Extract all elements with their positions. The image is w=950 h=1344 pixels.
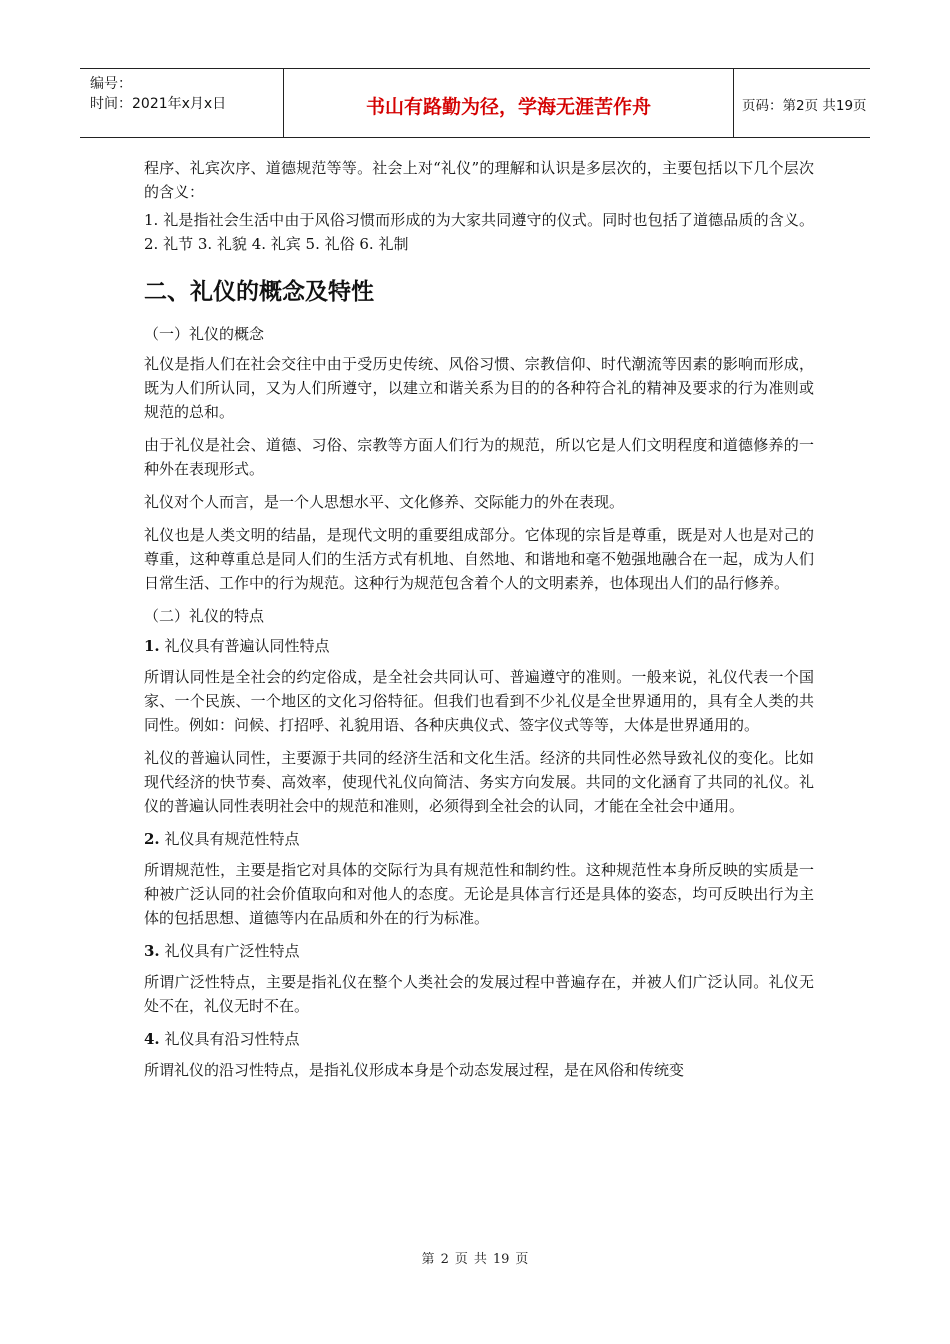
page-footer <box>0 1248 950 1267</box>
header-info-cell <box>80 69 283 137</box>
feature-number: 4. <box>144 1030 160 1048</box>
header-page-cell <box>732 69 870 137</box>
feature-heading <box>144 827 814 851</box>
paragraph: 礼仪也是人类文明的结晶，是现代文明的重要组成部分。它体现的宗旨是尊重，既是对人也是对己的尊重，这种尊重总是同人们的生活方式有机地、自然地、和谐地和毫不勉强地融合在一起，成为人们日常生活、工作中的行为规范。这种行为规范包含着个人的文明素养，也体现出人们的品行修养。 <box>144 526 814 592</box>
subsection-title: （一）礼仪的概念 <box>144 325 265 343</box>
subsection-title: （二）礼仪的特点 <box>144 607 265 625</box>
footer-ye: 页 <box>454 1252 468 1267</box>
paragraph: 礼仪的普遍认同性，主要源于共同的经济生活和文化生活。经济的共同性必然导致礼仪的变化。比如现代经济的快节奏、高效率，使现代礼仪向简洁、务实方向发展。共同的文化涵育了共同的礼仪。礼仪的普遍认同性表明社会中的规范和准则，必须得到全社会的认同，才能在全社会中通用。 <box>144 749 814 815</box>
section-heading: 二、礼仪的概念及特性 <box>144 279 374 305</box>
feature-heading <box>144 634 814 658</box>
header-motto-cell <box>283 69 734 137</box>
header-page-label: 页码：第2页 共19页 <box>742 98 867 114</box>
header-number-label: 编号： <box>90 76 132 92</box>
feature-number: 1. <box>144 637 160 655</box>
paragraph: 所谓规范性，主要是指它对具体的交际行为具有规范性和制约性。这种规范性本身所反映的实质是一种被广泛认同的社会价值取向和对他人的态度。无论是具体言行还是具体的姿态，均可反映出行为主体的包括思想、道德等内在品质和外在的行为标准。 <box>144 861 814 927</box>
footer-total-pages: 19 <box>492 1252 510 1267</box>
footer-page-number: 2 <box>440 1252 449 1267</box>
feature-number: 3. <box>144 942 160 960</box>
feature-number: 2. <box>144 830 160 848</box>
footer-gong: 共 <box>473 1252 487 1267</box>
feature-title: 礼仪具有广泛性特点 <box>159 942 300 960</box>
paragraph: 所谓广泛性特点，主要是指礼仪在整个人类社会的发展过程中普遍存在，并被人们广泛认同。礼仪无处不在，礼仪无时不在。 <box>144 973 814 1015</box>
feature-title: 礼仪具有普遍认同性特点 <box>159 637 330 655</box>
paragraph: 礼仪对个人而言，是一个人思想水平、文化修养、交际能力的外在表现。 <box>144 493 625 511</box>
feature-heading <box>144 1027 814 1051</box>
header-time-label: 时间：2021年x月x日 <box>90 96 227 112</box>
intro-list-paragraph: 1. 礼是指社会生活中由于风俗习惯而形成的为大家共同遵守的仪式。同时也包括了道德品质的含义。2. 礼节 3. 礼貌 4. 礼宾 5. 礼俗 6. 礼制 <box>144 211 814 253</box>
footer-di: 第 <box>421 1252 435 1267</box>
paragraph: 所谓礼仪的沿习性特点，是指礼仪形成本身是个动态发展过程，是在风俗和传统变 <box>144 1061 685 1079</box>
paragraph: 礼仪是指人们在社会交往中由于受历史传统、风俗习惯、宗教信仰、时代潮流等因素的影响而形成，既为人们所认同，又为人们所遵守，以建立和谐关系为目的的各种符合礼的精神及要求的行为准则或规范的总和。 <box>144 355 814 421</box>
page-header <box>80 68 870 138</box>
document-body <box>144 156 814 1091</box>
feature-title: 礼仪具有规范性特点 <box>159 830 300 848</box>
feature-title: 礼仪具有沿习性特点 <box>159 1030 300 1048</box>
intro-paragraph: 程序、礼宾次序、道德规范等等。社会上对“礼仪”的理解和认识是多层次的，主要包括以下几个层次的含义： <box>144 159 814 201</box>
footer-ye: 页 <box>515 1252 529 1267</box>
paragraph: 所谓认同性是全社会的约定俗成，是全社会共同认可、普遍遵守的准则。一般来说，礼仪代表一个国家、一个民族、一个地区的文化习俗特征。但我们也看到不少礼仪是全世界通用的，具有全人类的共同性。例如：问候、打招呼、礼貌用语、各种庆典仪式、签字仪式等等，大体是世界通用的。 <box>144 668 814 734</box>
paragraph: 由于礼仪是社会、道德、习俗、宗教等方面人们行为的规范，所以它是人们文明程度和道德修养的一种外在表现形式。 <box>144 436 814 478</box>
feature-heading <box>144 939 814 963</box>
header-motto: 书山有路勤为径，学海无涯苦作舟 <box>365 96 651 118</box>
